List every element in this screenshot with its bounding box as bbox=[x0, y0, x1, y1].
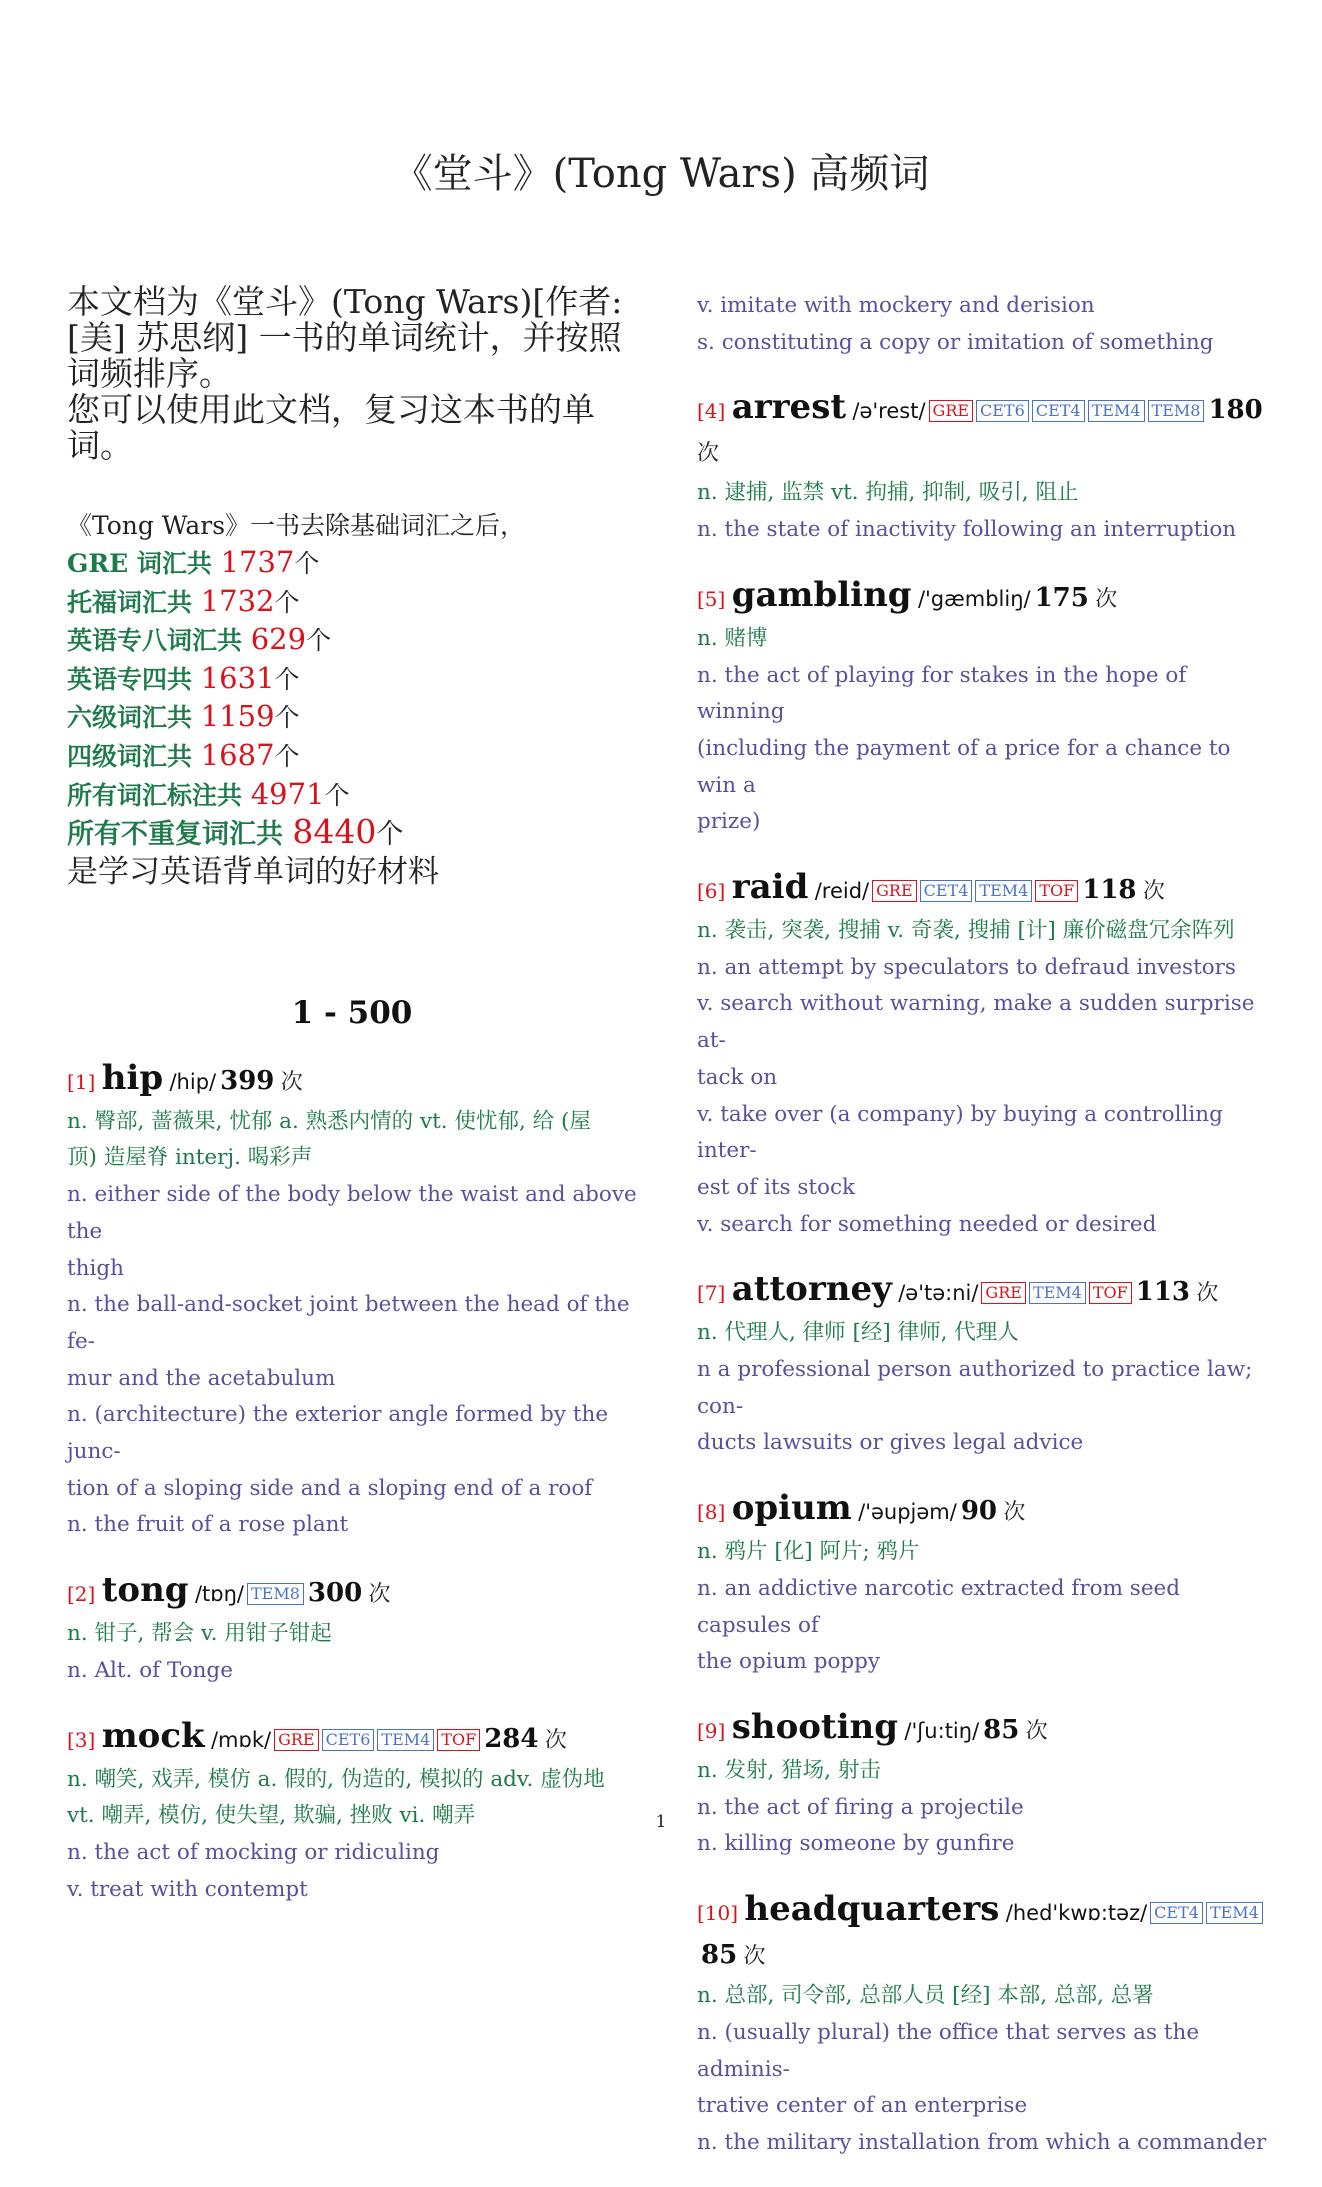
stat-unit: 个 bbox=[376, 819, 404, 851]
frequency-count: 300 bbox=[307, 1578, 363, 1609]
intro-line: [美] 苏思纲] 一书的单词统计，并按照 bbox=[67, 318, 622, 357]
definition-en: mur and the acetabulum bbox=[67, 1365, 336, 1391]
entry-header bbox=[697, 1888, 1267, 1978]
definition-zh: n. 代理人, 律师 [经] 律师, 代理人 bbox=[697, 1320, 1019, 1346]
definition-en: v. imitate with mockery and derision bbox=[697, 293, 1095, 318]
stat-row bbox=[67, 621, 637, 660]
entry-index: [2] bbox=[67, 1582, 96, 1607]
phonetic: /ə'tə:ni/ bbox=[898, 1281, 979, 1306]
word-entry bbox=[697, 1268, 1267, 1462]
headword: raid bbox=[731, 867, 809, 908]
intro-line: 词频排序。 bbox=[67, 354, 232, 393]
entry-header bbox=[697, 1268, 1267, 1315]
definition-en: tack on bbox=[697, 1064, 778, 1090]
stat-unit: 个 bbox=[274, 703, 300, 733]
exam-tag-badge: TEM8 bbox=[247, 1583, 304, 1605]
stat-row bbox=[67, 660, 637, 699]
word-entry bbox=[697, 574, 1267, 841]
definition-zh: n. 袭击, 突袭, 搜捕 v. 奇袭, 搜捕 [计] 廉价磁盘冗余阵列 bbox=[697, 918, 1235, 944]
definition-en: n. the military installation from which a commander bbox=[697, 2129, 1267, 2155]
frequency-count: 284 bbox=[484, 1723, 539, 1754]
definition-en: n a professional person authorized to practice law; con- bbox=[697, 1357, 1253, 1419]
page-number: 1 bbox=[655, 1812, 667, 1832]
entry-header bbox=[697, 574, 1267, 621]
exam-tag-badge: TOF bbox=[437, 1729, 480, 1751]
entry-index: [3] bbox=[67, 1727, 96, 1752]
word-entry bbox=[697, 1487, 1267, 1681]
frequency-count: 113 bbox=[1135, 1277, 1191, 1308]
headword: headquarters bbox=[744, 1889, 1000, 1930]
frequency-count: 175 bbox=[1034, 582, 1089, 613]
frequency-unit: 次 bbox=[1196, 1281, 1219, 1307]
word-entry bbox=[697, 866, 1267, 1243]
frequency-count: 399 bbox=[220, 1065, 275, 1096]
headword: hip bbox=[101, 1057, 164, 1098]
definition-zh: n. 臀部, 蔷薇果, 忧郁 a. 熟悉内情的 vt. 使忧郁, 给 (屋 bbox=[67, 1108, 591, 1134]
frequency-unit: 次 bbox=[1003, 1500, 1026, 1526]
headword: tong bbox=[101, 1570, 189, 1611]
entry-index: [9] bbox=[697, 1718, 726, 1743]
definition-zh: vt. 嘲弄, 模仿, 使失望, 欺骗, 挫败 vi. 嘲弄 bbox=[67, 1803, 476, 1829]
stats-tagline: 是学习英语背单词的好材料 bbox=[67, 853, 439, 890]
stat-value: 1737 bbox=[220, 545, 295, 579]
entry-header bbox=[697, 1487, 1267, 1534]
definition-en: n. the act of mocking or ridiculing bbox=[67, 1840, 440, 1865]
entry-index: [6] bbox=[697, 879, 726, 904]
word-list-right bbox=[697, 386, 1267, 2161]
stat-unit: 个 bbox=[274, 587, 300, 617]
word-entry bbox=[67, 1569, 637, 1689]
definition-en: est of its stock bbox=[697, 1174, 856, 1200]
phonetic: /hip/ bbox=[169, 1069, 217, 1094]
phonetic: /hed'kwɒ:təz/ bbox=[1005, 1901, 1148, 1926]
definition-en: tion of a sloping side and a sloping end of a roof bbox=[67, 1475, 593, 1501]
range-heading: 1 - 500 bbox=[291, 994, 413, 1031]
definition-zh: n. 嘲笑, 戏弄, 模仿 a. 假的, 伪造的, 模拟的 adv. 虚伪地 bbox=[67, 1766, 605, 1792]
definition-zh: n. 发射, 猎场, 射击 bbox=[697, 1757, 881, 1783]
exam-tag-badge: TOF bbox=[1089, 1282, 1132, 1304]
entry-index: [10] bbox=[697, 1901, 739, 1926]
entry-header bbox=[697, 1706, 1267, 1753]
word-list-left bbox=[67, 1057, 637, 1909]
stat-label: 六级词汇共 bbox=[67, 703, 201, 733]
definition-en: prize) bbox=[697, 809, 761, 835]
entry-index: [4] bbox=[697, 399, 726, 424]
stat-row bbox=[67, 544, 637, 583]
definition-en: n. killing someone by gunfire bbox=[697, 1831, 1015, 1857]
definition-en: thigh bbox=[67, 1255, 124, 1281]
stat-row bbox=[67, 776, 637, 815]
definition-zh: n. 逮捕, 监禁 vt. 拘捕, 抑制, 吸引, 阻止 bbox=[697, 480, 1079, 506]
vocabulary-stats bbox=[67, 507, 637, 890]
entry-index: [8] bbox=[697, 1500, 726, 1525]
stat-label: 所有词汇标注共 bbox=[67, 780, 251, 810]
headword: arrest bbox=[731, 387, 847, 428]
definition-en: n. either side of the body below the waist and above the bbox=[67, 1182, 637, 1244]
definition-zh: n. 鸦片 [化] 阿片; 鸦片 bbox=[697, 1539, 920, 1565]
entry-index: [5] bbox=[697, 586, 726, 611]
stats-lead: 《Tong Wars》一书去除基础词汇之后， bbox=[67, 511, 526, 540]
stat-unit: 个 bbox=[274, 741, 300, 771]
stat-label: 英语专四共 bbox=[67, 664, 201, 694]
stat-unit: 个 bbox=[274, 664, 300, 694]
left-column bbox=[67, 284, 637, 1933]
headword: mock bbox=[101, 1715, 205, 1756]
frequency-count: 85 bbox=[701, 1940, 738, 1971]
definition-zh: n. 赌博 bbox=[697, 625, 768, 651]
exam-tag-badge: TEM4 bbox=[975, 880, 1032, 902]
right-column bbox=[697, 288, 1267, 2187]
definition-zh: n. 总部, 司令部, 总部人员 [经] 本部, 总部, 总署 bbox=[697, 1983, 1154, 2009]
word-entry bbox=[697, 386, 1267, 548]
headword: shooting bbox=[731, 1706, 899, 1747]
stat-label: 所有不重复词汇共 bbox=[67, 819, 293, 851]
definition-en: the opium poppy bbox=[697, 1649, 881, 1675]
frequency-count: 85 bbox=[983, 1714, 1020, 1745]
stat-value: 8440 bbox=[292, 812, 377, 852]
exam-tag-badge: CET4 bbox=[1032, 400, 1085, 422]
frequency-unit: 次 bbox=[697, 441, 720, 467]
intro-line: 本文档为《堂斗》(Tong Wars)[作者: bbox=[67, 282, 623, 321]
frequency-unit: 次 bbox=[280, 1069, 303, 1095]
phonetic: /'ʃu:tiŋ/ bbox=[904, 1718, 980, 1743]
entry-index: [7] bbox=[697, 1281, 726, 1306]
exam-tag-badge: GRE bbox=[929, 400, 974, 422]
stat-label: 托福词汇共 bbox=[67, 587, 201, 617]
frequency-unit: 次 bbox=[544, 1727, 567, 1753]
entry-header bbox=[697, 386, 1267, 475]
stat-label: GRE 词汇共 bbox=[67, 549, 221, 578]
phonetic: /tɒŋ/ bbox=[194, 1582, 244, 1607]
definition-en: trative center of an enterprise bbox=[697, 2093, 1028, 2119]
definition-en: s. constituting a copy or imitation of something bbox=[697, 329, 1214, 355]
phonetic: /reid/ bbox=[814, 879, 870, 904]
stat-unit: 个 bbox=[324, 780, 350, 810]
definition-en: ducts lawsuits or gives legal advice bbox=[697, 1430, 1084, 1456]
exam-tag-badge: GRE bbox=[872, 880, 917, 902]
entry-header bbox=[67, 1569, 637, 1616]
frequency-unit: 次 bbox=[743, 1944, 766, 1970]
headword: attorney bbox=[731, 1269, 892, 1310]
exam-tag-badge: TEM8 bbox=[1148, 400, 1205, 422]
definition-en: n. (architecture) the exterior angle formed by the junc- bbox=[67, 1402, 609, 1465]
definition-en: n. the ball-and-socket joint between the head of the fe- bbox=[67, 1292, 630, 1354]
phonetic: /ə'rest/ bbox=[852, 399, 926, 424]
word-entry bbox=[67, 1057, 637, 1544]
frequency-unit: 次 bbox=[1095, 586, 1118, 612]
entry-header bbox=[67, 1715, 637, 1762]
entry-header bbox=[697, 866, 1267, 913]
frequency-count: 118 bbox=[1082, 875, 1137, 906]
word-entry bbox=[697, 1706, 1267, 1863]
entry-index: [1] bbox=[67, 1069, 96, 1094]
phonetic: /'əupjəm/ bbox=[858, 1500, 957, 1525]
stat-row bbox=[67, 814, 637, 854]
definition-en: n. the act of playing for stakes in the hope of winning bbox=[697, 662, 1187, 725]
frequency-count: 180 bbox=[1208, 395, 1263, 426]
intro-line: 词。 bbox=[67, 426, 133, 465]
definition-en: v. search without warning, make a sudden surprise at- bbox=[697, 991, 1255, 1054]
document-title: 《堂斗》(Tong Wars) 高频词 bbox=[392, 151, 930, 197]
intro-paragraph bbox=[67, 284, 637, 464]
exam-tag-badge: GRE bbox=[981, 1282, 1026, 1304]
stat-value: 1732 bbox=[200, 583, 275, 618]
stat-value: 629 bbox=[250, 622, 307, 657]
frequency-unit: 次 bbox=[1142, 879, 1165, 905]
stat-value: 1687 bbox=[200, 737, 275, 772]
definition-en: (including the payment of a price for a chance to win a bbox=[697, 735, 1231, 798]
definition-en: n. Alt. of Tonge bbox=[67, 1657, 233, 1683]
definition-zh: 顶) 造屋脊 interj. 喝彩声 bbox=[67, 1145, 313, 1171]
definition-en: n. the state of inactivity following an interruption bbox=[697, 517, 1237, 543]
stat-row bbox=[67, 698, 637, 737]
exam-tag-badge: TEM4 bbox=[1088, 400, 1145, 422]
exam-tag-badge: CET6 bbox=[976, 400, 1029, 422]
stat-label: 四级词汇共 bbox=[67, 741, 201, 771]
frequency-count: 90 bbox=[960, 1496, 998, 1527]
exam-tag-badge: TEM4 bbox=[1206, 1902, 1263, 1924]
exam-tag-badge: CET4 bbox=[920, 880, 973, 902]
stat-row bbox=[67, 583, 637, 622]
definition-en: v. treat with contempt bbox=[67, 1876, 308, 1902]
stat-value: 1159 bbox=[200, 699, 275, 734]
headword: gambling bbox=[731, 574, 912, 615]
definition-en: n. an addictive narcotic extracted from seed capsules of bbox=[697, 1575, 1181, 1638]
exam-tag-badge: GRE bbox=[274, 1729, 319, 1751]
phonetic: /mɒk/ bbox=[210, 1727, 272, 1752]
exam-tag-badge: TEM4 bbox=[377, 1729, 434, 1751]
definition-en: n. the fruit of a rose plant bbox=[67, 1512, 349, 1538]
definition-en: n. (usually plural) the office that serves as the adminis- bbox=[697, 2019, 1200, 2082]
intro-line: 您可以使用此文档，复习这本书的单 bbox=[67, 390, 595, 429]
stat-label: 英语专八词汇共 bbox=[67, 626, 251, 656]
stat-unit: 个 bbox=[306, 626, 332, 656]
definition-en: n. an attempt by speculators to defraud investors bbox=[697, 954, 1236, 980]
entry-continuation bbox=[697, 288, 1267, 361]
definition-zh: n. 钳子, 帮会 v. 用钳子钳起 bbox=[67, 1621, 332, 1647]
phonetic: /'gæmbliŋ/ bbox=[917, 586, 1031, 611]
stat-value: 4971 bbox=[250, 776, 325, 811]
definition-en: v. search for something needed or desired bbox=[697, 1211, 1157, 1237]
exam-tag-badge: TEM4 bbox=[1029, 1282, 1086, 1304]
definition-en: n. the act of firing a projectile bbox=[697, 1794, 1024, 1820]
definition-en: v. take over (a company) by buying a controlling inter- bbox=[697, 1101, 1223, 1164]
stat-unit: 个 bbox=[294, 549, 320, 578]
frequency-unit: 次 bbox=[1025, 1718, 1048, 1744]
exam-tag-badge: CET4 bbox=[1150, 1902, 1203, 1924]
stat-row bbox=[67, 737, 637, 776]
exam-tag-badge: CET6 bbox=[322, 1729, 375, 1751]
headword: opium bbox=[731, 1488, 852, 1529]
exam-tag-badge: TOF bbox=[1035, 880, 1078, 902]
word-entry bbox=[697, 1888, 1267, 2162]
frequency-unit: 次 bbox=[368, 1582, 391, 1608]
entry-header bbox=[67, 1057, 637, 1104]
stat-value: 1631 bbox=[200, 660, 275, 695]
